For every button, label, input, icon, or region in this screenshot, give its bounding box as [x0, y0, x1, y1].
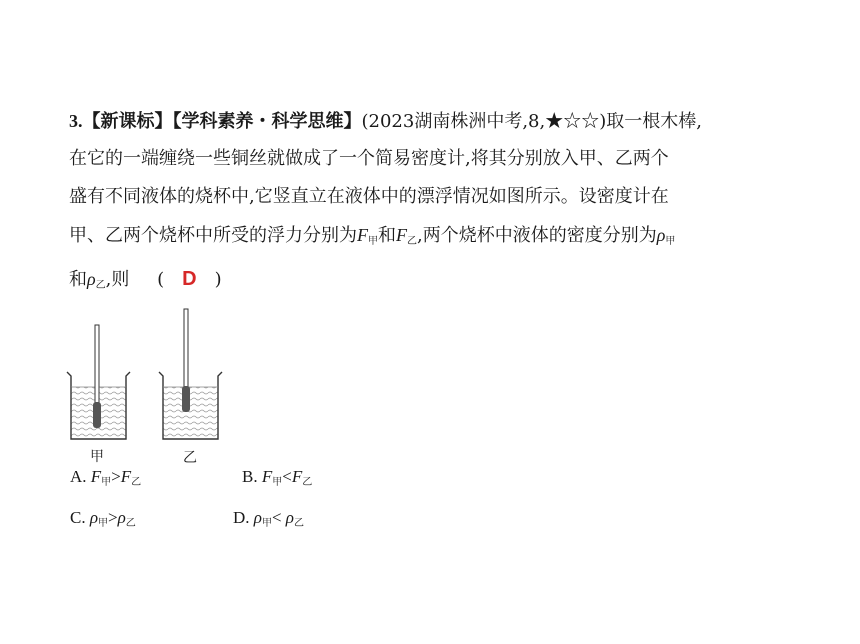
- question-line-5: 和$\rho_乙$,则 ( D ): [69, 268, 222, 291]
- symbol-rho: ρ: [656, 225, 666, 245]
- symbol-F: F: [357, 225, 368, 245]
- answer-paren-close: ): [214, 269, 222, 290]
- caption-jia: 甲: [90, 449, 104, 465]
- answer-mark: D: [182, 268, 197, 290]
- question-line-1: 3.【新课标】【学科素养・科学思维】(2023湖南株洲中考,8,★☆☆)取一根木棒,: [69, 111, 702, 132]
- question-source: (2023湖南株洲中考,8,★☆☆): [361, 111, 607, 132]
- beaker-yi: [159, 309, 222, 439]
- symbol-rho: ρ: [87, 269, 96, 289]
- beaker-jia: [67, 325, 130, 439]
- option-c[interactable]: C. $\rho_甲>\rho_乙$: [70, 508, 136, 529]
- question-number: 3.: [69, 111, 83, 131]
- symbol-F: F: [396, 225, 407, 245]
- option-b[interactable]: B. $F_甲<F_乙$: [242, 467, 313, 488]
- option-d[interactable]: D. $\rho_甲< \rho_乙$: [233, 508, 304, 529]
- hydrometer-yi: [182, 309, 190, 412]
- question-line-3: 盛有不同液体的烧杯中,它竖直立在液体中的漂浮情况如图所示。设密度计在: [69, 186, 669, 207]
- question-line-4: 甲、乙两个烧杯中所受的浮力分别为$F_甲$和$F_乙$,两个烧杯中液体的密度分别为$\rho_甲$: [69, 225, 676, 247]
- caption-yi: 乙: [183, 450, 197, 466]
- option-a[interactable]: A. $F_甲>F_乙$: [70, 467, 142, 488]
- tag-literacy: 【学科素养・科学思维】: [172, 111, 362, 132]
- tag-new-curriculum: 【新课标】: [82, 111, 173, 132]
- answer-paren-open: (: [157, 269, 165, 290]
- hydrometer-jia: [93, 325, 101, 428]
- question-line-2: 在它的一端缠绕一些铜丝就做成了一个简易密度计,将其分别放入甲、乙两个: [69, 148, 669, 169]
